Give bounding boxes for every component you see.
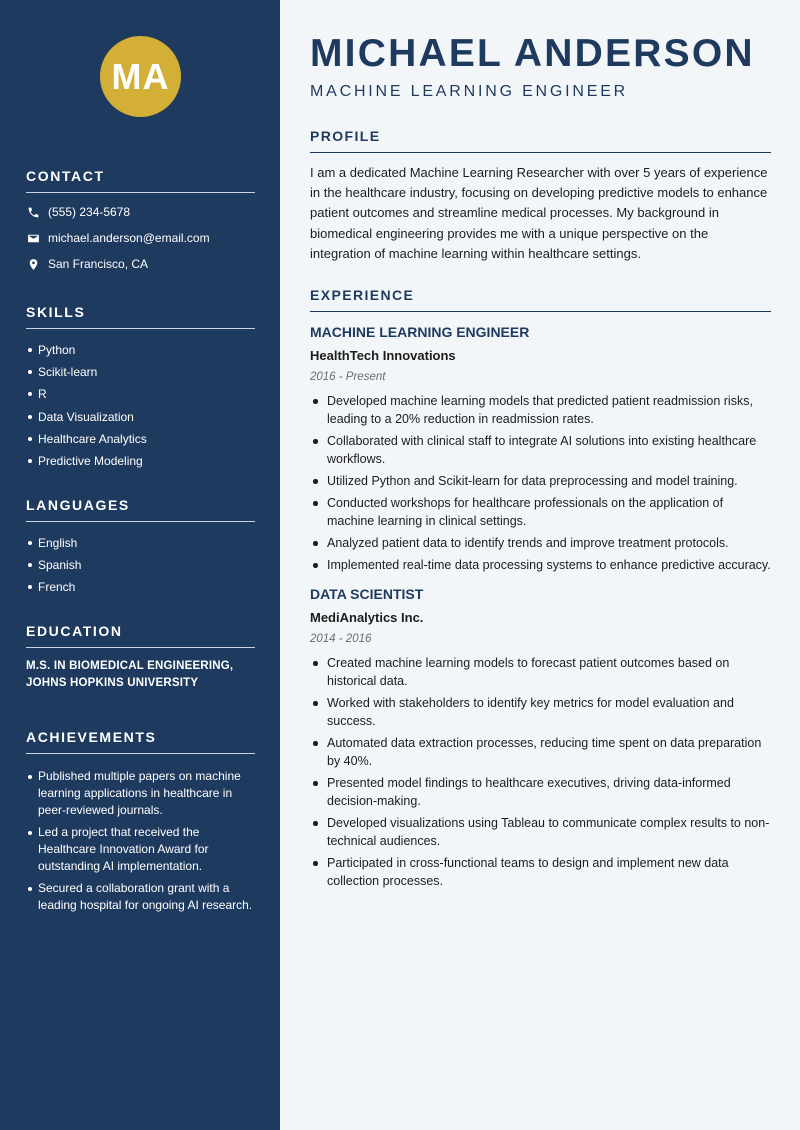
education-heading: EDUCATION [26, 623, 255, 648]
profile-heading: PROFILE [310, 128, 771, 153]
job-bullets [310, 392, 771, 574]
education-degree: M.S. IN BIOMEDICAL ENGINEERING, [26, 660, 234, 672]
avatar: MA [100, 36, 181, 117]
contact-location [26, 251, 255, 277]
list-item: Participated in cross-functional teams to design and implement new data collection processes. [310, 854, 771, 890]
list-item: Developed machine learning models that predicted patient readmission risks, leading to a 20% reduction in readmission rates. [310, 392, 771, 428]
job-bullets [310, 654, 771, 890]
candidate-name: MICHAEL ANDERSON [310, 32, 755, 75]
list-item: Scikit-learn [26, 361, 255, 383]
achievements-section [26, 729, 255, 919]
list-item: R [26, 383, 255, 405]
list-item: Conducted workshops for healthcare professionals on the application of machine learning in clinical settings. [310, 494, 771, 530]
list-item: Secured a collaboration grant with a leading hospital for ongoing AI research. [26, 880, 255, 914]
education-school: JOHNS HOPKINS UNIVERSITY [26, 677, 199, 689]
contact-phone [26, 199, 255, 225]
languages-section [26, 497, 255, 599]
profile-text: I am a dedicated Machine Learning Researcher with over 5 years of experience in the healthcare industry, focusing on developing predictive models to enhance patient outcomes and streamline medical processes. My background in biomedical engineering provides me with a unique perspective on the integration of machine learning within healthcare settings. [310, 165, 768, 261]
job-title: DATA SCIENTIST [310, 586, 424, 602]
list-item: Healthcare Analytics [26, 428, 255, 450]
company-name: MediAnalytics Inc. [310, 610, 424, 625]
contact-heading: CONTACT [26, 168, 255, 193]
list-item: French [26, 576, 255, 598]
experience-section [310, 287, 771, 894]
education-section [26, 623, 255, 692]
languages-heading: LANGUAGES [26, 497, 255, 522]
phone-text: (555) 234-5678 [48, 205, 131, 219]
email-text: michael.anderson@email.com [48, 231, 210, 245]
contact-section [26, 168, 255, 277]
list-item: Analyzed patient data to identify trends and improve treatment protocols. [310, 534, 771, 552]
job-entry [310, 586, 771, 890]
achievements-heading: ACHIEVEMENTS [26, 729, 255, 754]
job-dates: 2016 - Present [310, 371, 386, 383]
list-item: Led a project that received the Healthcare Innovation Award for outstanding AI implementation. [26, 824, 255, 875]
list-item: Automated data extraction processes, reducing time spent on data preparation by 40%. [310, 734, 771, 770]
list-item: Worked with stakeholders to identify key metrics for model evaluation and success. [310, 694, 771, 730]
list-item: Collaborated with clinical staff to integrate AI solutions into existing healthcare workflows. [310, 432, 771, 468]
location-pin-icon [26, 257, 40, 271]
experience-heading: EXPERIENCE [310, 287, 771, 312]
list-item: Python [26, 339, 255, 361]
profile-section [310, 128, 771, 264]
education-entry [26, 658, 255, 692]
list-item: Implemented real-time data processing systems to enhance predictive accuracy. [310, 556, 771, 574]
contact-email [26, 225, 255, 251]
mail-icon [26, 231, 40, 245]
list-item: English [26, 532, 255, 554]
candidate-title: MACHINE LEARNING ENGINEER [310, 83, 629, 100]
languages-list [26, 532, 255, 599]
skills-heading: SKILLS [26, 304, 255, 329]
list-item: Presented model findings to healthcare executives, driving data-informed decision-making. [310, 774, 771, 810]
list-item: Predictive Modeling [26, 450, 255, 472]
list-item: Spanish [26, 554, 255, 576]
sidebar [0, 0, 280, 1130]
job-dates: 2014 - 2016 [310, 633, 372, 645]
list-item: Utilized Python and Scikit-learn for data preprocessing and model training. [310, 472, 771, 490]
list-item: Data Visualization [26, 406, 255, 428]
company-name: HealthTech Innovations [310, 348, 456, 363]
job-title: MACHINE LEARNING ENGINEER [310, 324, 530, 340]
phone-icon [26, 205, 40, 219]
location-text: San Francisco, CA [48, 257, 149, 271]
job-entry [310, 324, 771, 574]
achievements-list [26, 768, 255, 914]
list-item: Created machine learning models to forecast patient outcomes based on historical data. [310, 654, 771, 690]
list-item: Developed visualizations using Tableau to communicate complex results to non-technical audiences. [310, 814, 771, 850]
list-item: Published multiple papers on machine learning applications in healthcare in peer-reviewed journals. [26, 768, 255, 819]
skills-list [26, 339, 255, 472]
skills-section [26, 304, 255, 472]
